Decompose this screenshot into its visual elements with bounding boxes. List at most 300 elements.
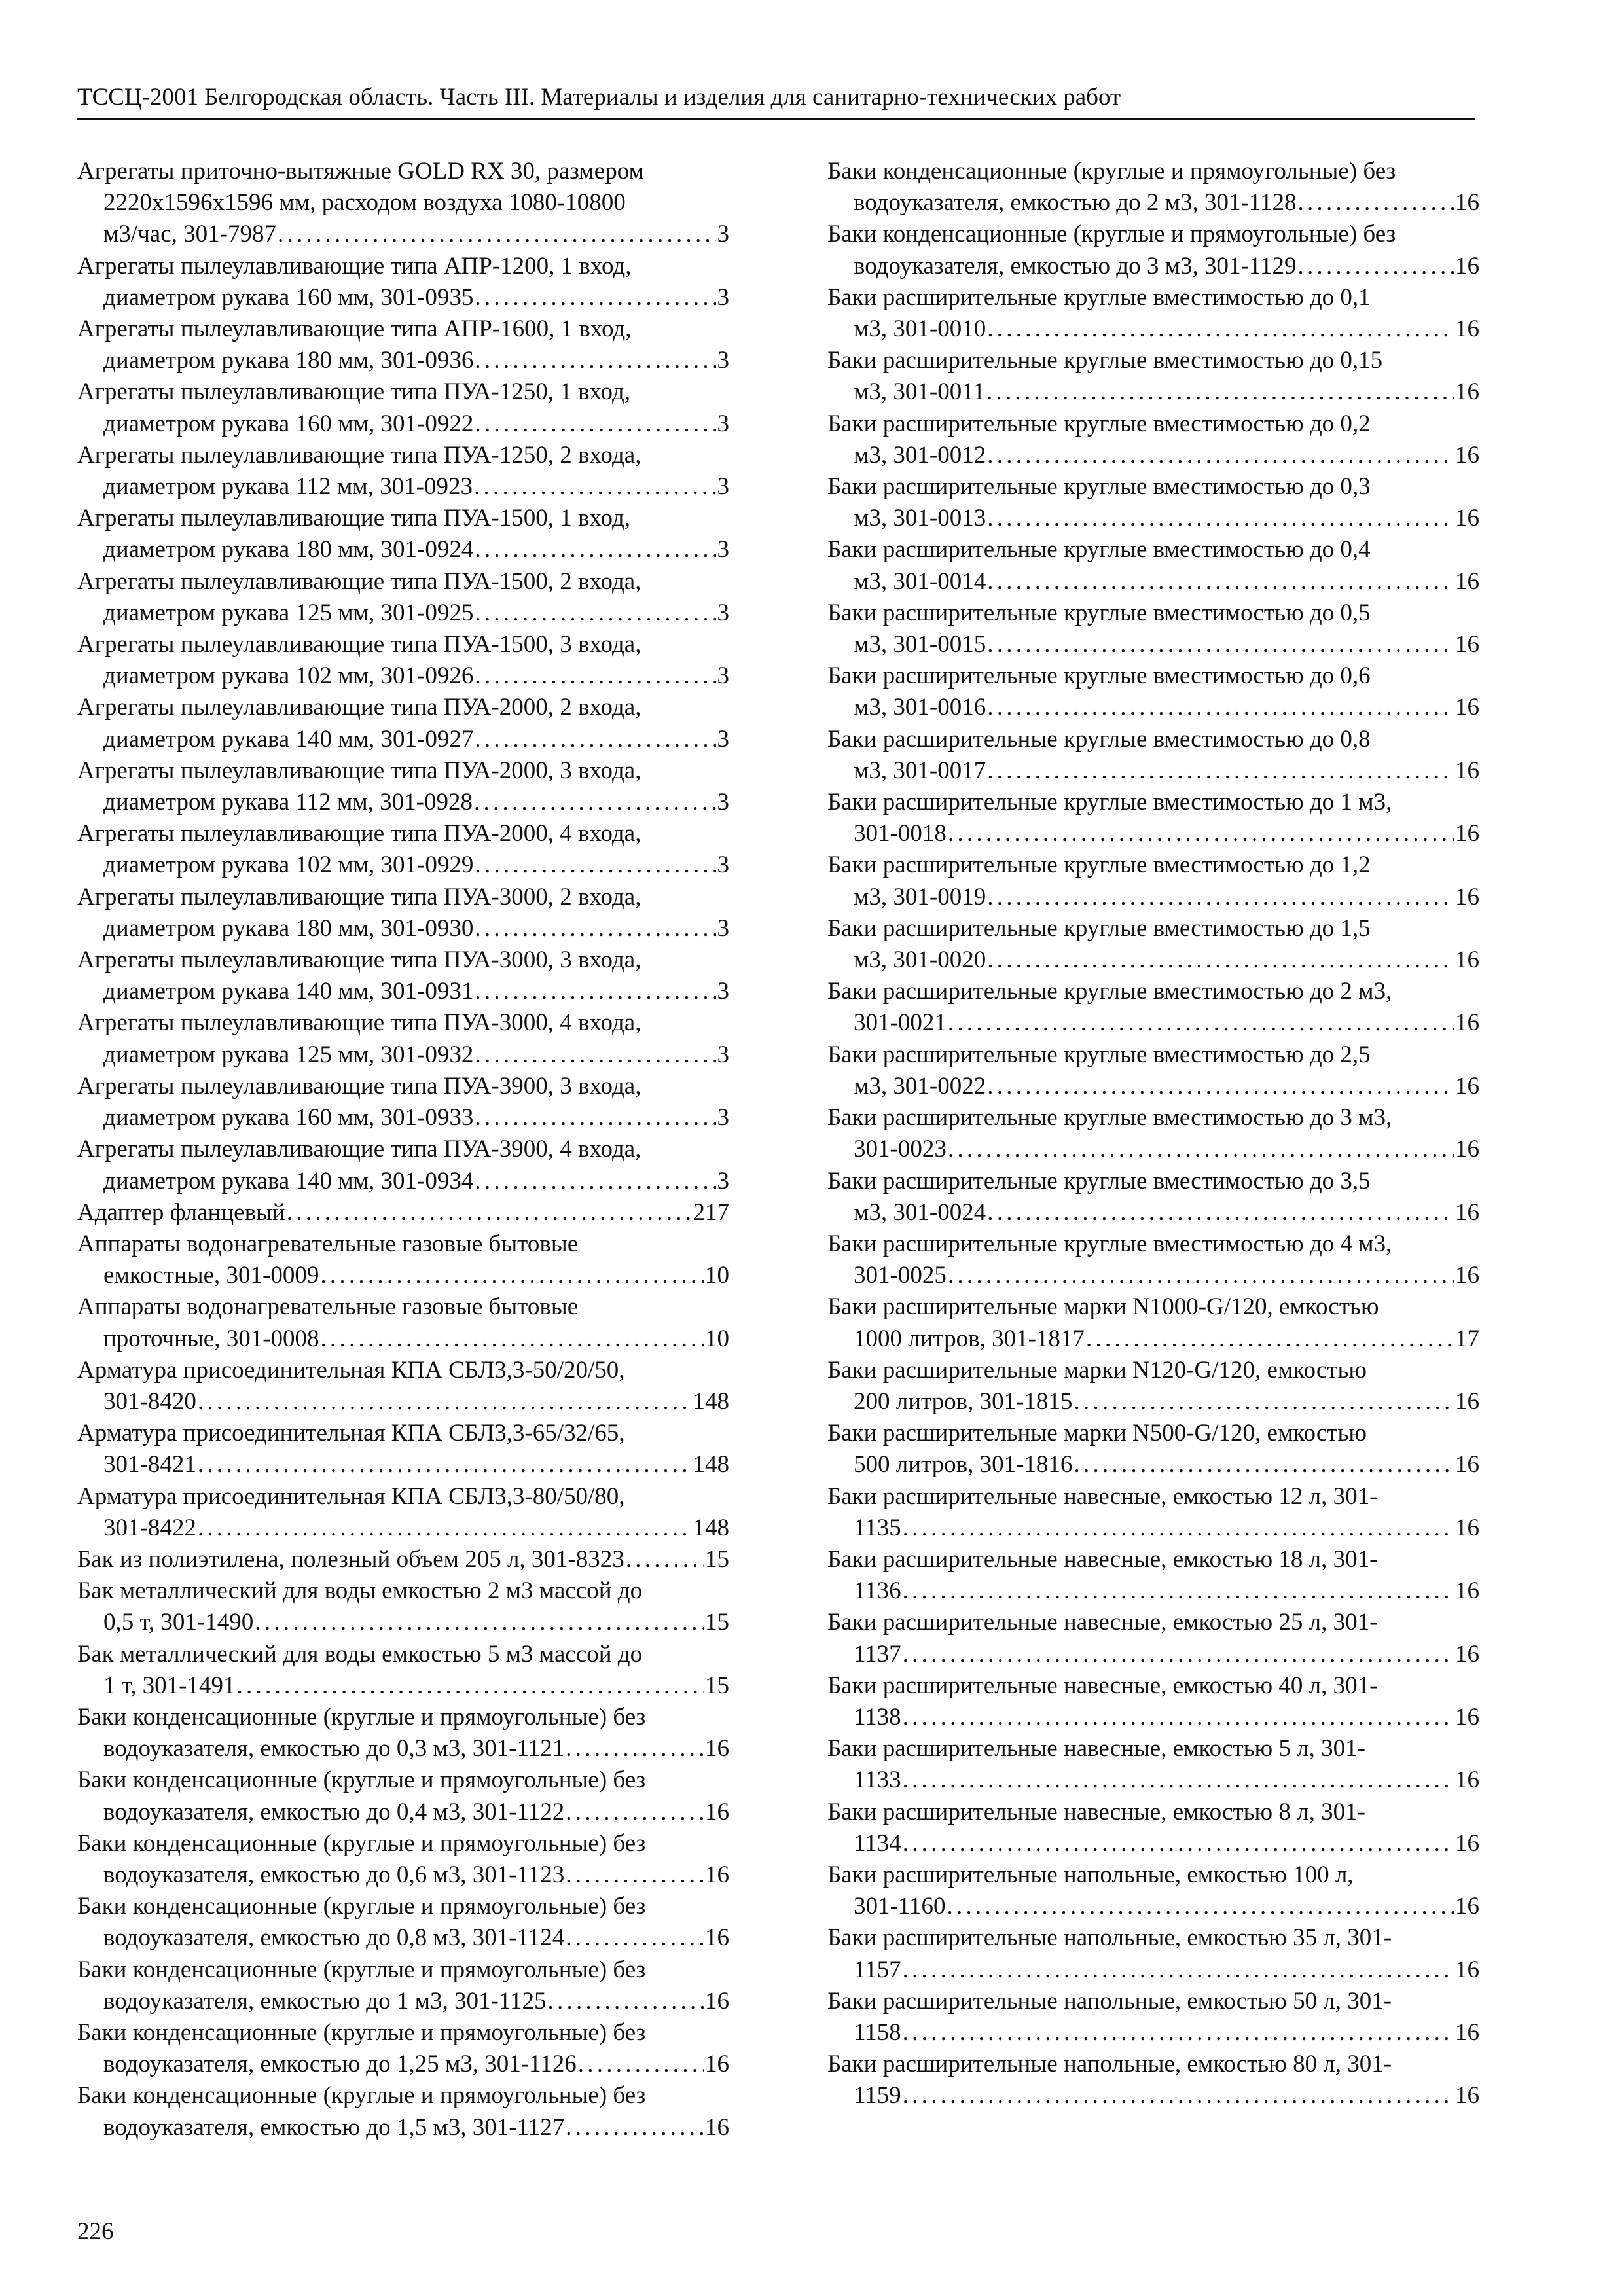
dot-leader [903, 1575, 1454, 1607]
index-entry-text: Агрегаты пылеулавливающие типа ПУА-1500, 3 входа, [77, 631, 641, 658]
index-entry-continuation [827, 1386, 1479, 1418]
index-entry [827, 471, 1479, 534]
index-entry-text: Баки расширительные круглые вместимостью до 0,1 [827, 283, 1371, 311]
index-entry [77, 1071, 729, 1134]
index-page-reference: 16 [1455, 252, 1479, 279]
index-entry-text: 301-8422 [103, 1514, 196, 1541]
index-page-reference: 15 [705, 1545, 729, 1573]
index-entry [827, 282, 1479, 345]
index-entry-line [77, 503, 729, 534]
dot-leader [987, 692, 1454, 723]
index-page-reference: 16 [1455, 1767, 1479, 1794]
index-entry-text: м3, 301-0012 [854, 441, 986, 469]
index-entry-continuation [77, 1449, 729, 1480]
page-number: 226 [77, 2218, 114, 2245]
index-page-reference: 16 [1455, 757, 1479, 784]
index-entry [827, 408, 1479, 471]
index-entry [827, 1418, 1479, 1480]
index-entry-continuation [77, 408, 729, 440]
dot-leader [987, 566, 1454, 598]
index-page-reference: 16 [1455, 946, 1479, 974]
index-entry-continuation [77, 1607, 729, 1638]
index-page-reference: 16 [1455, 2018, 1479, 2046]
index-page-reference: 3 [717, 410, 729, 437]
index-entry [77, 376, 729, 439]
index-entry-line [77, 882, 729, 913]
running-header: ТССЦ-2001 Белгородская область. Часть III. Материалы и изделия для санитарно-технических работ [77, 84, 1121, 111]
index-page-reference: 16 [705, 1798, 729, 1825]
index-page-reference: 3 [717, 283, 729, 311]
index-page-reference: 16 [1455, 1703, 1479, 1731]
dot-leader [987, 755, 1454, 787]
index-entry-text: Баки расширительные круглые вместимостью до 1 м3, [827, 789, 1392, 816]
index-entry [77, 944, 729, 1007]
index-entry [77, 1481, 729, 1544]
index-entry-text: Баки расширительные круглые вместимостью до 2,5 [827, 1041, 1371, 1068]
dot-leader [987, 1071, 1454, 1102]
index-entry-text: м3, 301-0014 [854, 567, 986, 595]
index-entry-continuation [827, 1891, 1479, 1922]
index-entry-text: 1136 [854, 1577, 901, 1605]
index-entry-text: 1135 [854, 1514, 901, 1541]
index-page-reference: 16 [705, 1735, 729, 1763]
dot-leader [987, 1197, 1454, 1229]
index-entry [77, 692, 729, 755]
index-entry-continuation [827, 818, 1479, 850]
index-entry-text: Баки расширительные навесные, емкостью 18 л, 301- [827, 1545, 1378, 1573]
index-entry [77, 1828, 729, 1891]
index-entry [77, 314, 729, 376]
index-entry-text: 1 т, 301-1491 [103, 1672, 236, 1699]
index-entry-text: Баки расширительные напольные, емкостью 35 л, 301- [827, 1924, 1392, 1952]
index-page-reference: 3 [717, 852, 729, 879]
index-entry-continuation [77, 1670, 729, 1702]
index-entry-text: Баки расширительные марки N500-G/120, емкостью [827, 1420, 1367, 1447]
index-entry-line [827, 156, 1479, 187]
index-page-reference: 16 [1455, 378, 1479, 406]
index-page-reference: 16 [1455, 1956, 1479, 1983]
index-entry-line [827, 1291, 1479, 1323]
index-entry-line [77, 1071, 729, 1102]
dot-leader [236, 1670, 704, 1702]
index-entry-line [827, 850, 1479, 881]
index-entry [827, 1859, 1479, 1922]
index-entry-text: Бак металлический для воды емкостью 5 м3 массой до [77, 1640, 643, 1668]
index-entry-continuation [77, 1733, 729, 1765]
index-page-reference: 16 [1455, 189, 1479, 217]
index-entry-line [77, 1639, 729, 1670]
index-entry [827, 1986, 1479, 2049]
index-entry-text: м3, 301-0010 [854, 315, 986, 343]
index-entry [77, 251, 729, 314]
index-entry-text: диаметром рукава 160 мм, 301-0933 [103, 1104, 474, 1132]
dot-leader [566, 1922, 704, 1954]
index-entry-line [77, 944, 729, 976]
index-entry-continuation [827, 440, 1479, 471]
index-entry-continuation [827, 1260, 1479, 1291]
index-entry-line [827, 1544, 1479, 1575]
index-entry-text: Баки конденсационные (круглые и прямоугольные) без [77, 1703, 646, 1731]
index-page-reference: 3 [717, 536, 729, 564]
index-entry-text: 1159 [854, 2082, 901, 2109]
index-entry-line [827, 1670, 1479, 1702]
index-entry-continuation [827, 251, 1479, 282]
index-entry-continuation [827, 376, 1479, 408]
index-entry-continuation [827, 1449, 1479, 1480]
index-entry-continuation [827, 1702, 1479, 1733]
index-entry-line [77, 1418, 729, 1449]
index-entry-text: водоуказателя, емкостью до 3 м3, 301-1129 [854, 252, 1297, 279]
index-entry [77, 2017, 729, 2080]
index-entry-line [827, 282, 1479, 314]
index-entry-text: Баки конденсационные (круглые и прямоугольные) без [77, 2082, 646, 2109]
index-entry-text: Баки расширительные круглые вместимостью до 2 м3, [827, 978, 1392, 1005]
index-page-reference: 16 [1455, 505, 1479, 532]
dot-leader [278, 219, 716, 250]
index-entry-text: Баки расширительные напольные, емкостью 50 л, 301- [827, 1987, 1392, 2015]
index-entry-continuation [77, 2049, 729, 2080]
index-entry-text: м3, 301-0019 [854, 883, 986, 910]
index-entry-text: 301-8420 [103, 1388, 196, 1415]
index-entry-line [827, 1922, 1479, 1954]
index-page-reference: 15 [705, 1609, 729, 1636]
index-page-reference: 148 [693, 1514, 729, 1541]
index-entry-text: водоуказателя, емкостью до 0,4 м3, 301-1122 [103, 1798, 565, 1825]
index-entry-text: Агрегаты пылеулавливающие типа ПУА-3000, 2 входа, [77, 883, 641, 910]
index-entry-line [827, 724, 1479, 755]
index-entry-continuation [77, 598, 729, 629]
index-entry-text: Арматура присоединительная КПА СБЛ3,3-50/20/50, [77, 1356, 625, 1384]
index-entry-text: Агрегаты пылеулавливающие типа ПУА-1500, 2 входа, [77, 567, 641, 595]
index-entry-text: Агрегаты пылеулавливающие типа ПУА-3000, 4 входа, [77, 1009, 641, 1037]
index-entry-continuation [77, 1797, 729, 1828]
dot-leader [903, 1702, 1454, 1733]
index-entry-text: Агрегаты пылеулавливающие типа ПУА-3900, 3 входа, [77, 1072, 641, 1100]
index-column-right [827, 156, 1479, 2112]
index-entry-line [827, 219, 1479, 250]
index-entry-line [77, 1134, 729, 1165]
dot-leader [1086, 1323, 1454, 1355]
index-entry-text: м3, 301-0020 [854, 946, 986, 974]
index-entry-text: Баки расширительные напольные, емкостью 80 л, 301- [827, 2051, 1392, 2078]
index-entry-text: Баки конденсационные (круглые и прямоугольные) без [77, 2018, 646, 2046]
index-entry [77, 1418, 729, 1480]
index-entry-line [77, 1828, 729, 1859]
index-entry-text: 301-1160 [854, 1893, 946, 1920]
dot-leader [198, 1513, 692, 1544]
dot-leader [475, 1166, 715, 1197]
index-entry-continuation [77, 660, 729, 692]
dot-leader [320, 1260, 704, 1291]
index-page-reference: 3 [717, 1167, 729, 1194]
index-entry-text: Баки расширительные марки N120-G/120, емкостью [827, 1356, 1367, 1384]
index-entry-text: 1000 литров, 301-1817 [854, 1325, 1085, 1352]
index-entry-text: диаметром рукава 125 мм, 301-0925 [103, 599, 474, 626]
index-entry-line [77, 1702, 729, 1733]
index-page-reference: 16 [1455, 315, 1479, 343]
index-entry-line [77, 692, 729, 723]
index-entry-text: водоуказателя, емкостью до 2 м3, 301-1128 [854, 189, 1297, 217]
dot-leader [287, 1197, 692, 1229]
index-entry-text: проточные, 301-0008 [103, 1325, 319, 1352]
index-entry [827, 1355, 1479, 1418]
index-entry [827, 913, 1479, 976]
index-entry-text: Бак металлический для воды емкостью 2 м3 массой до [77, 1577, 643, 1605]
index-page-reference: 3 [717, 599, 729, 626]
index-entry [77, 755, 729, 818]
index-entry-continuation [827, 566, 1479, 598]
index-entry-text: Баки расширительные круглые вместимостью до 4 м3, [827, 1230, 1392, 1257]
index-entry-line [77, 1355, 729, 1386]
dot-leader [475, 724, 715, 755]
index-page-reference: 16 [1455, 1451, 1479, 1479]
index-entry [827, 850, 1479, 912]
index-entry-continuation [827, 1639, 1479, 1670]
index-entry-continuation [77, 1039, 729, 1071]
index-entry-text: Баки конденсационные (круглые и прямоугольные) без [827, 221, 1396, 248]
index-entry-continuation [827, 1197, 1479, 1229]
index-entry-text: диаметром рукава 125 мм, 301-0932 [103, 1041, 474, 1068]
index-entry-text: 301-0023 [854, 1136, 947, 1163]
index-entry-text: Бак из полиэтилена, полезный объем 205 л, 301-8323 [77, 1545, 624, 1573]
dot-leader [566, 2112, 704, 2144]
index-entry [77, 1544, 729, 1575]
index-page-reference: 10 [705, 1325, 729, 1352]
dot-leader [1074, 1386, 1454, 1418]
index-entry-line [77, 2080, 729, 2111]
index-entry-line [827, 345, 1479, 376]
index-page-reference: 3 [717, 1041, 729, 1068]
index-entry-text: м3, 301-0017 [854, 757, 986, 784]
index-entry-text: диаметром рукава 180 мм, 301-0930 [103, 914, 474, 942]
dot-leader [566, 1797, 704, 1828]
index-entry-text: Баки конденсационные (круглые и прямоугольные) без [77, 1829, 646, 1857]
index-entry-line [77, 1007, 729, 1039]
index-entry-text: Агрегаты пылеулавливающие типа ПУА-1250, 1 вход, [77, 378, 631, 406]
dot-leader [987, 629, 1454, 660]
dot-leader [986, 376, 1454, 408]
dot-leader [475, 1102, 715, 1134]
index-entry [827, 598, 1479, 660]
dot-leader [947, 1891, 1454, 1922]
index-entry-text: Баки расширительные круглые вместимостью до 0,8 [827, 725, 1371, 753]
index-entry-text: Баки расширительные круглые вместимостью до 0,2 [827, 410, 1371, 437]
index-page-reference: 3 [717, 1104, 729, 1132]
index-entry-text: Арматура присоединительная КПА СБЛ3,3-65/32/65, [77, 1420, 625, 1447]
index-entry [77, 1891, 729, 1954]
index-entry [827, 1922, 1479, 1985]
index-entry-line [77, 1197, 729, 1229]
index-entry-text: Агрегаты пылеулавливающие типа ПУА-1500, 1 вход, [77, 505, 631, 532]
index-entry-text: 1157 [854, 1956, 901, 1983]
index-entry [77, 2080, 729, 2143]
dot-leader [475, 660, 715, 692]
index-entry-text: Агрегаты пылеулавливающие типа ПУА-1250, 2 входа, [77, 441, 641, 469]
index-entry-text: Агрегаты пылеулавливающие типа ПУА-2000, 3 входа, [77, 757, 641, 784]
index-entry-line [77, 251, 729, 282]
index-page-reference: 16 [1455, 1136, 1479, 1163]
index-entry-text: Баки расширительные навесные, емкостью 8 л, 301- [827, 1798, 1365, 1825]
index-entry [77, 818, 729, 881]
index-entry [77, 1575, 729, 1638]
index-entry-text: емкостные, 301-0009 [103, 1262, 319, 1289]
index-page-reference: 16 [1455, 1198, 1479, 1226]
index-page-reference: 15 [705, 1672, 729, 1699]
dot-leader [547, 1986, 704, 2017]
index-entry-continuation [77, 219, 729, 250]
index-entry-text: Баки расширительные напольные, емкостью 100 л, [827, 1861, 1354, 1888]
index-entry-line [827, 1418, 1479, 1449]
index-entry-line [77, 566, 729, 598]
index-entry-line [77, 376, 729, 408]
dot-leader [987, 440, 1454, 471]
index-entry-line [827, 1102, 1479, 1134]
dot-leader [321, 1323, 704, 1355]
index-page-reference: 16 [705, 2051, 729, 2078]
index-entry-line [827, 1166, 1479, 1197]
index-entry [827, 1229, 1479, 1291]
index-entry-continuation [77, 1102, 729, 1134]
index-page-reference: 16 [705, 1861, 729, 1888]
index-page-reference: 3 [717, 914, 729, 942]
index-page-reference: 16 [1455, 694, 1479, 721]
index-entry [827, 2049, 1479, 2111]
index-entry-text: Баки расширительные круглые вместимостью до 1,2 [827, 852, 1371, 879]
index-page-reference: 16 [1455, 1262, 1479, 1289]
index-entry-text: диаметром рукава 140 мм, 301-0934 [103, 1167, 474, 1194]
index-page-reference: 16 [1455, 883, 1479, 910]
index-page-reference: 16 [1455, 1640, 1479, 1668]
index-entry-line [827, 1229, 1479, 1260]
index-entry-text: м3, 301-0024 [854, 1198, 986, 1226]
dot-leader [987, 882, 1454, 913]
index-entry-line [77, 2017, 729, 2049]
index-page-reference: 16 [705, 1987, 729, 2015]
index-entry-continuation [77, 1859, 729, 1891]
dot-leader [566, 1859, 704, 1891]
index-entry-text: Баки расширительные навесные, емкостью 12 л, 301- [827, 1482, 1378, 1510]
index-entry [827, 1670, 1479, 1733]
index-entry-text: диаметром рукава 160 мм, 301-0922 [103, 410, 474, 437]
index-entry-text: водоуказателя, емкостью до 0,3 м3, 301-1121 [103, 1735, 565, 1763]
index-entry-line [77, 1891, 729, 1922]
index-entry-line [77, 1954, 729, 1986]
index-entry-line [827, 2049, 1479, 2080]
index-entry-continuation [77, 1986, 729, 2017]
index-entry-text: Баки расширительные марки N1000-G/120, емкостью [827, 1293, 1379, 1321]
index-page-reference: 3 [717, 347, 729, 374]
index-entry-line [77, 1229, 729, 1260]
index-entry-text: диаметром рукава 140 мм, 301-0927 [103, 725, 474, 753]
index-entry-text: 1133 [854, 1767, 901, 1794]
dot-leader [475, 1039, 715, 1071]
index-entry-text: Баки расширительные круглые вместимостью до 3 м3, [827, 1104, 1392, 1132]
index-page-reference: 16 [1455, 631, 1479, 658]
index-entry-text: 1138 [854, 1703, 901, 1731]
index-entry-continuation [77, 787, 729, 818]
index-entry-line [77, 755, 729, 787]
index-entry-text: диаметром рукава 102 мм, 301-0929 [103, 852, 474, 879]
index-entry-text: диаметром рукава 140 мм, 301-0931 [103, 978, 474, 1005]
index-entry-continuation [827, 629, 1479, 660]
index-entry-continuation [827, 503, 1479, 534]
index-entry [827, 1481, 1479, 1544]
index-entry-continuation [827, 1513, 1479, 1544]
dot-leader [1297, 251, 1454, 282]
index-entry-text: Баки конденсационные (круглые и прямоугольные) без [827, 158, 1396, 185]
index-page-reference: 10 [705, 1262, 729, 1289]
dot-leader [255, 1607, 704, 1638]
index-entry-continuation [77, 534, 729, 565]
index-entry-text: Баки расширительные круглые вместимостью до 0,15 [827, 347, 1383, 374]
index-entry-continuation [827, 882, 1479, 913]
index-entry-text: м3, 301-0013 [854, 505, 986, 532]
index-entry-text: Агрегаты пылеулавливающие типа ПУА-3900, 4 входа, [77, 1136, 641, 1163]
index-entry [77, 1134, 729, 1196]
index-entry [827, 1102, 1479, 1165]
index-entry-text: 301-0018 [854, 820, 947, 848]
dot-leader [475, 976, 715, 1007]
index-entry [827, 724, 1479, 787]
dot-leader [903, 1639, 1454, 1670]
index-entry-text: Аппараты водонагревательные газовые бытовые [77, 1293, 579, 1321]
index-entry [827, 156, 1479, 219]
index-entry-continuation [77, 1323, 729, 1355]
index-entry-text: Баки расширительные круглые вместимостью до 1,5 [827, 914, 1371, 942]
index-entry-continuation [827, 1575, 1479, 1607]
index-entry-text: водоуказателя, емкостью до 0,8 м3, 301-1124 [103, 1924, 565, 1952]
index-entry [77, 1639, 729, 1702]
index-entry-text: 301-0021 [854, 1009, 947, 1037]
index-page-reference: 3 [717, 221, 729, 248]
index-entry [827, 1797, 1479, 1859]
index-entry [827, 660, 1479, 723]
index-entry-continuation [827, 2080, 1479, 2111]
index-entry-text: м3, 301-0016 [854, 694, 986, 721]
index-page-reference: 148 [693, 1451, 729, 1479]
index-entry-text: Агрегаты пылеулавливающие типа ПУА-3000, 3 входа, [77, 946, 641, 974]
index-entry [77, 503, 729, 565]
index-page-reference: 16 [1455, 820, 1479, 848]
dot-leader [475, 534, 715, 565]
dot-leader [987, 314, 1454, 345]
index-entry-text: 301-0025 [854, 1262, 947, 1289]
index-entry-continuation [77, 1260, 729, 1291]
index-entry [77, 1702, 729, 1765]
dot-leader [948, 1260, 1454, 1291]
dot-leader [948, 818, 1454, 850]
dot-leader [474, 787, 716, 818]
index-entry-continuation [77, 976, 729, 1007]
index-entry-continuation [77, 187, 729, 219]
index-entry [827, 1039, 1479, 1102]
header-rule [77, 118, 1475, 120]
index-entry [827, 787, 1479, 850]
index-entry-continuation [827, 944, 1479, 976]
index-entry [827, 219, 1479, 281]
dot-leader [475, 408, 715, 440]
index-entry [77, 1007, 729, 1070]
index-entry-continuation [77, 282, 729, 314]
index-entry-line [77, 440, 729, 471]
index-entry [77, 1355, 729, 1418]
index-page-reference: 16 [1455, 2082, 1479, 2109]
index-entry-text: Баки расширительные круглые вместимостью до 3,5 [827, 1167, 1371, 1194]
index-page-reference: 3 [717, 473, 729, 501]
index-entry-text: Баки расширительные навесные, емкостью 40 л, 301- [827, 1672, 1378, 1699]
index-entry-line [827, 1986, 1479, 2017]
index-entry-continuation [827, 314, 1479, 345]
